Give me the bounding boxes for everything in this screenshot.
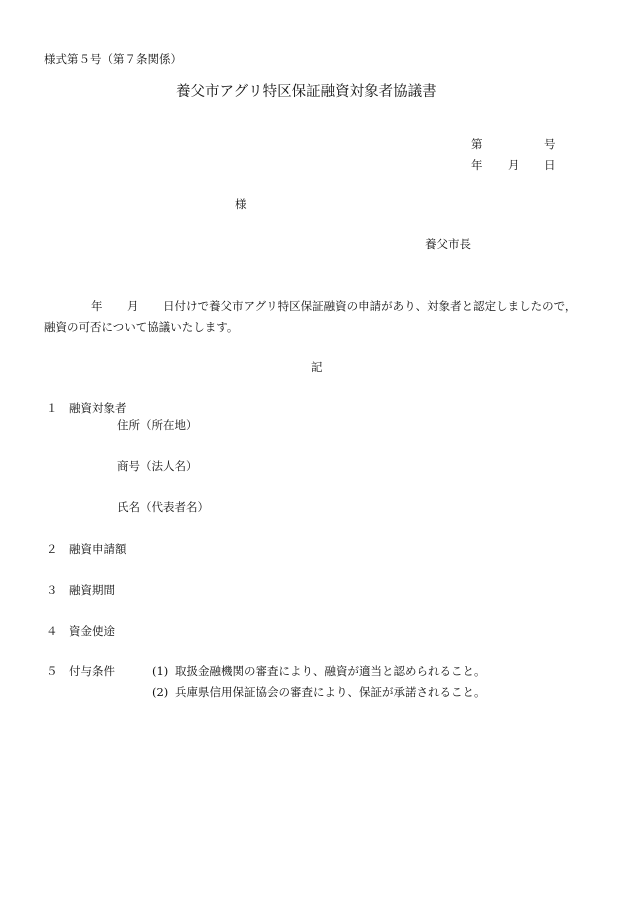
sender-name: 養父市長: [425, 237, 471, 251]
subfield-address: 住所（所在地）: [117, 418, 198, 432]
item-label: 融資期間: [69, 583, 115, 597]
body-date-month: 月: [127, 299, 139, 313]
addressee-honorific: 様: [235, 197, 247, 211]
doc-date-year: 年: [471, 158, 483, 172]
item-number: １: [46, 401, 58, 415]
document-title: 養父市アグリ特区保証融資対象者協議書: [176, 84, 437, 100]
doc-number-prefix: 第: [471, 137, 483, 151]
item-label: 資金使途: [69, 624, 115, 638]
condition-text: 取扱金融機関の審査により、融資が適当と認められること。: [175, 664, 486, 678]
doc-date-day: 日: [544, 158, 556, 172]
item-number: ３: [46, 583, 58, 597]
subfield-representative: 氏名（代表者名）: [117, 500, 209, 514]
form-number: 様式第５号（第７条関係）: [44, 52, 182, 66]
item-number: ４: [46, 624, 58, 638]
subfield-company-name: 商号（法人名）: [117, 459, 198, 473]
body-date-year: 年: [91, 299, 103, 313]
condition-text: 兵庫県信用保証協会の審査により、保証が承諾されること。: [175, 685, 486, 699]
item-label: 融資申請額: [69, 542, 127, 556]
ki-heading: 記: [311, 360, 323, 374]
body-line1: 日付けで養父市アグリ特区保証融資の申請があり、対象者と認定しましたので，: [163, 299, 577, 313]
item-number: ２: [46, 542, 58, 556]
item-label: 融資対象者: [69, 401, 127, 415]
body-line2: 融資の可否について協議いたします。: [44, 320, 239, 334]
item-number: ５: [46, 664, 58, 678]
doc-date-month: 月: [508, 158, 520, 172]
condition-number: (1): [152, 664, 169, 678]
condition-number: (2): [152, 685, 169, 699]
doc-number-suffix: 号: [544, 137, 556, 151]
item-label: 付与条件: [69, 664, 115, 678]
